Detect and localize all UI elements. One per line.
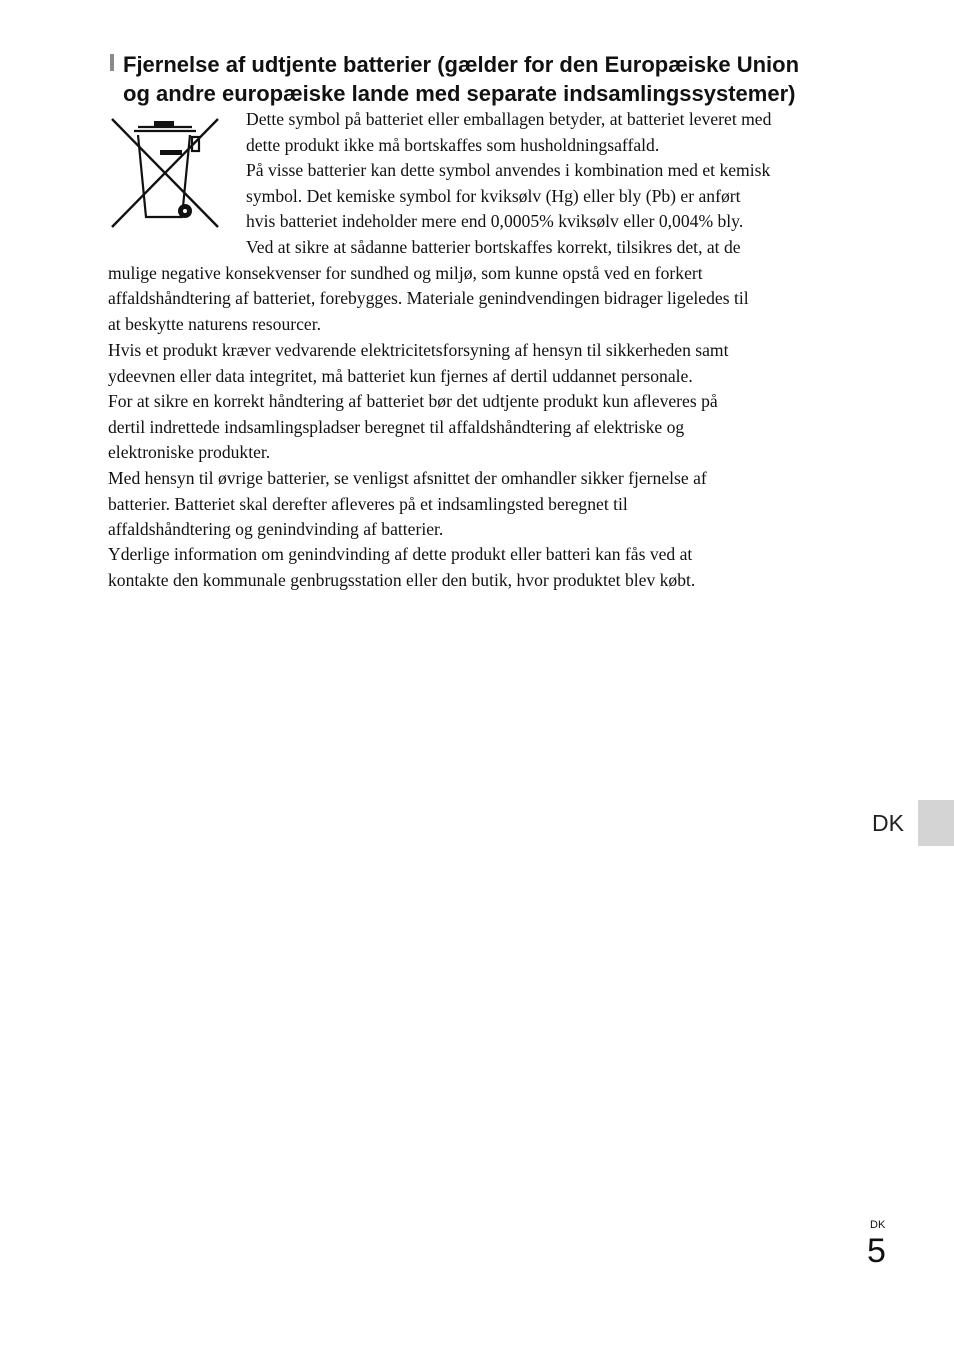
paragraph-correct-disposal (108, 235, 749, 337)
text-line: symbol. Det kemiske symbol for kviksølv (Hg) eller bly (Pb) er anført (246, 185, 741, 206)
heading-marker (110, 54, 114, 71)
paragraph-power-supply (108, 338, 729, 389)
text-line: affaldshåndtering af batteriet, forebygges. Materiale genindvendingen bidrager ligeledes til (108, 288, 749, 309)
text-line: Ved at sikre at sådanne batterier bortskaffes korrekt, tilsikres det, at de (246, 237, 741, 257)
text-line: affaldshåndtering og genindvinding af batterier. (108, 519, 444, 540)
page-language-code: DK (870, 1219, 886, 1231)
text-line: mulige negative konsekvenser for sundhed og miljø, som kunne opstå ved en forkert (108, 262, 703, 283)
crossed-out-wheelie-bin-icon (108, 113, 221, 233)
text-line: Dette symbol på batteriet eller emballagen betyder, at batteriet leveret med (246, 109, 772, 129)
language-tab-label: DK (872, 810, 904, 836)
text-line: Hvis et produkt kræver vedvarende elektricitetsforsyning af hensyn til sikkerheden samt (108, 340, 729, 360)
paragraph-other-batteries (108, 466, 707, 543)
text-line: at beskytte naturens resourcer. (108, 313, 321, 334)
language-tab-marker (918, 800, 954, 846)
heading-line: Fjernelse af udtjente batterier (gælder for den Europæiske Union (123, 52, 800, 77)
section-heading (110, 50, 870, 108)
text-line: batterier. Batteriet skal derefter afleveres på et indsamlingsted beregnet til (108, 493, 628, 514)
text-line: På visse batterier kan dette symbol anvendes i kombination med et kemisk (246, 160, 771, 180)
text-line: kontakte den kommunale genbrugsstation eller den butik, hvor produktet blev købt. (108, 569, 696, 590)
page-number: 5 (867, 1232, 886, 1270)
text-line: dette produkt ikke må bortskaffes som husholdningsaffald. (246, 134, 660, 155)
text-line: hvis batteriet indeholder mere end 0,0005% kviksølv eller 0,004% bly. (246, 211, 744, 232)
paragraph-chemical-symbol (246, 158, 770, 235)
text-line: Yderlige information om genindvinding af dette produkt eller batteri kan fås ved at (108, 544, 693, 564)
text-line: dertil indrettede indsamlingspladser beregnet til affaldshåndtering af elektriske og (108, 416, 685, 437)
text-line: For at sikre en korrekt håndtering af batteriet bør det udtjente produkt kun afleveres på (108, 391, 718, 411)
heading-line: og andre europæiske lande med separate indsamlingssystemer) (123, 81, 796, 106)
paragraph-further-information (108, 542, 695, 593)
text-line: ydeevnen eller data integritet, må batteriet kun fjernes af dertil uddannet personale. (108, 365, 693, 386)
paragraph-symbol-meaning (246, 107, 771, 158)
text-line: Med hensyn til øvrige batterier, se venligst afsnittet der omhandler sikker fjernelse af (108, 468, 707, 488)
paragraph-collection-points (108, 389, 718, 466)
text-line: elektroniske produkter. (108, 442, 271, 463)
